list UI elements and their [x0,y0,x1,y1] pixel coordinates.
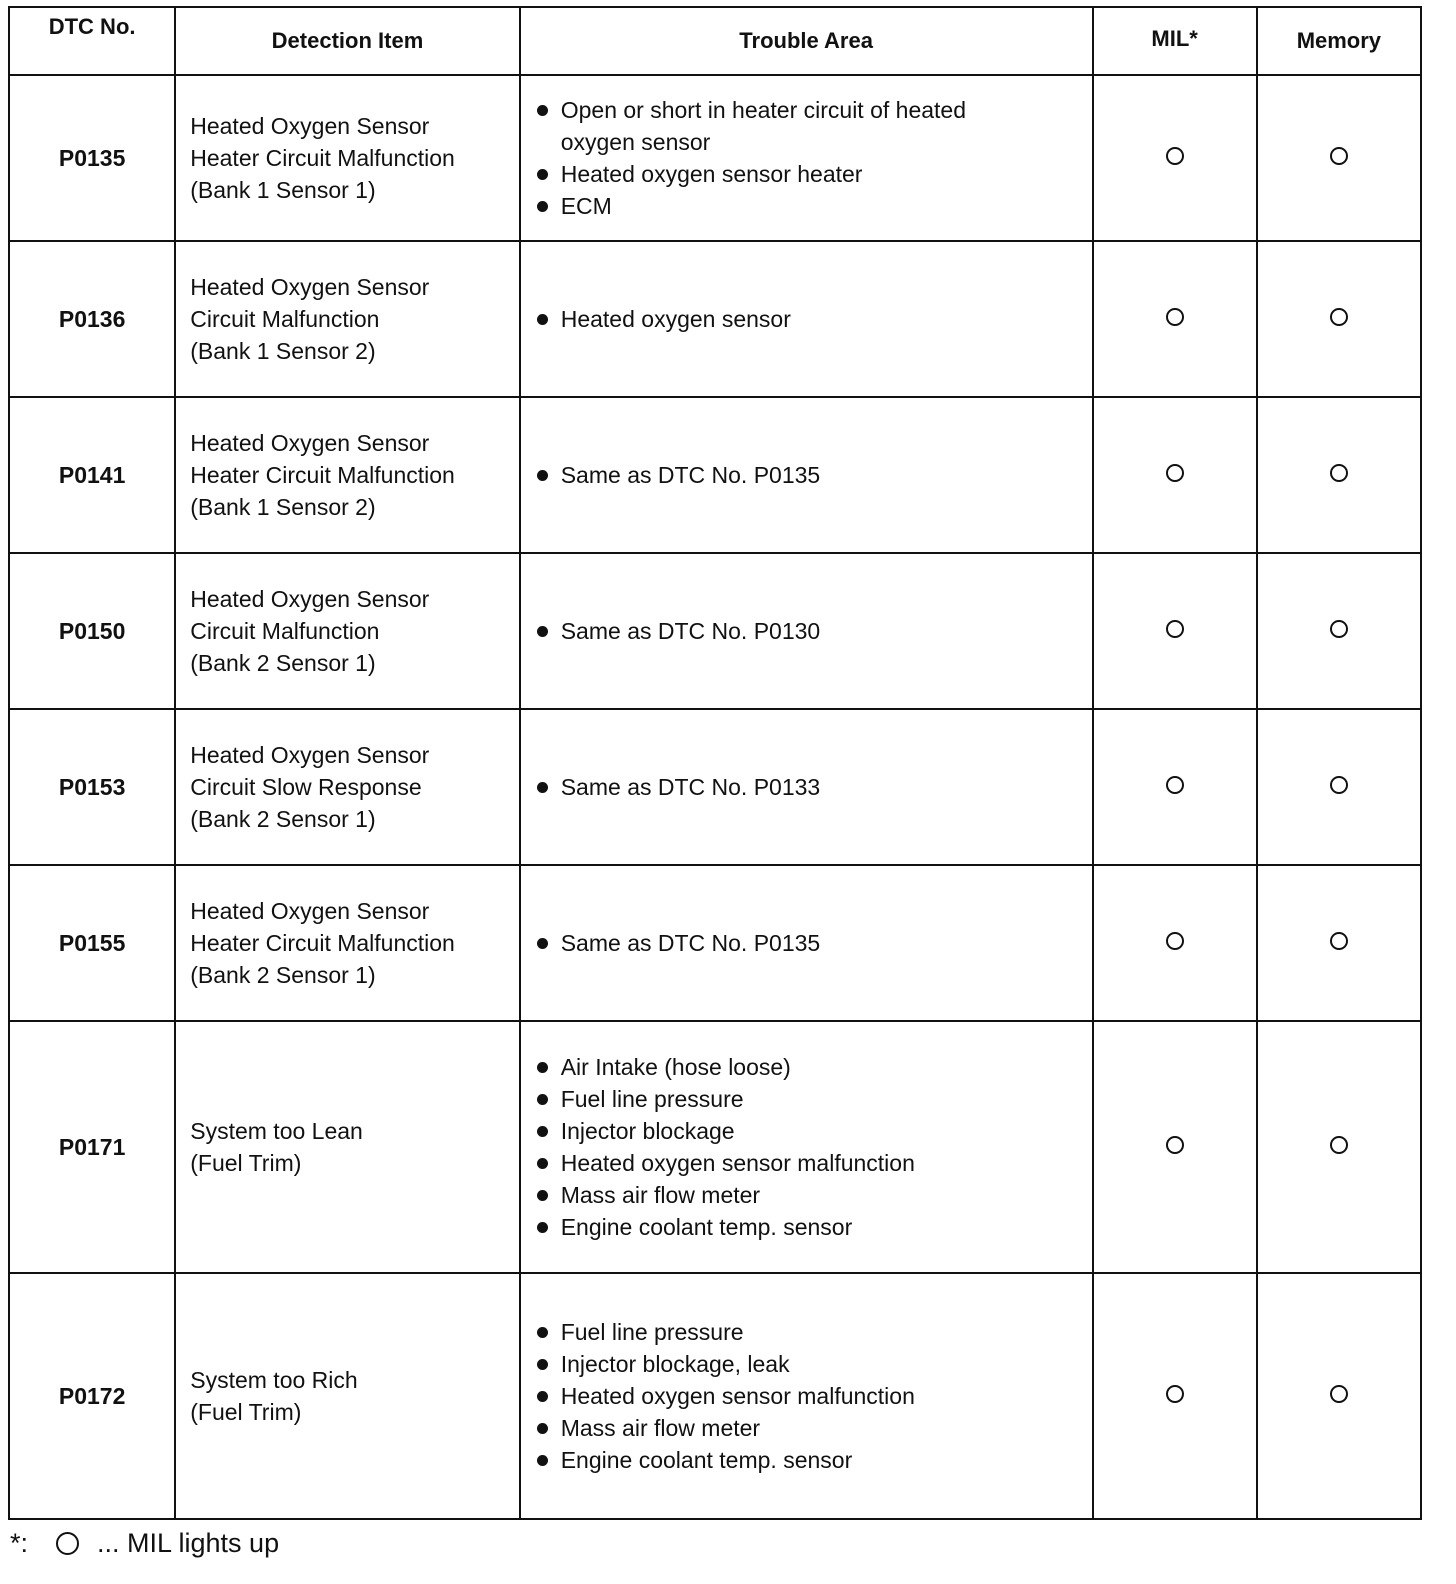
circle-icon [1330,932,1348,950]
header-detection-item: Detection Item [175,7,519,75]
detection-item-cell [175,709,519,865]
memory-cell [1257,1273,1421,1519]
trouble-area-cell [520,553,1093,709]
trouble-area-list [535,94,1092,222]
detection-item-line: Heater Circuit Malfunction [190,145,455,171]
detection-item-line: Heated Oxygen Sensor [190,742,430,768]
dtc-code-cell [9,241,175,397]
trouble-area-item: Injector blockage [535,1115,1092,1147]
circle-icon [56,1532,79,1555]
footnote [10,1528,279,1559]
dtc-code: P0172 [58,1382,126,1409]
dtc-code-cell [9,1021,175,1273]
trouble-area-item: Heated oxygen sensor [535,303,1092,335]
trouble-area-item: Air Intake (hose loose) [535,1051,1092,1083]
table-row [9,397,1421,553]
trouble-area-cell [520,75,1093,241]
circle-icon [1166,147,1184,165]
table-row [9,241,1421,397]
detection-item-cell [175,1021,519,1273]
detection-item-line: (Bank 2 Sensor 1) [190,962,376,988]
circle-icon [1166,620,1184,638]
trouble-area-list [535,303,1092,335]
detection-item-line: (Bank 2 Sensor 1) [190,650,376,676]
header-mil: MIL* [1093,7,1257,75]
dtc-code: P0155 [58,929,126,956]
detection-item-line: Circuit Slow Response [190,774,422,800]
trouble-area-item: Same as DTC No. P0133 [535,771,1092,803]
trouble-area-cell [520,397,1093,553]
dtc-code: P0135 [58,144,126,171]
trouble-area-item: Heated oxygen sensor heater [535,158,1092,190]
trouble-area-item: Engine coolant temp. sensor [535,1211,1092,1243]
table-row [9,1273,1421,1519]
dtc-code-cell [9,397,175,553]
mil-cell [1093,397,1257,553]
detection-item-line: (Bank 1 Sensor 1) [190,177,376,203]
mil-cell [1093,709,1257,865]
footnote-marker: *: [10,1528,29,1558]
table-row [9,709,1421,865]
detection-item-cell [175,75,519,241]
memory-cell [1257,75,1421,241]
trouble-area-list [535,459,1092,491]
detection-item-line: Heater Circuit Malfunction [190,462,455,488]
detection-item-line: Heated Oxygen Sensor [190,430,430,456]
dtc-code-cell [9,865,175,1021]
dtc-code: P0153 [58,773,126,800]
circle-icon [1166,776,1184,794]
table-row [9,865,1421,1021]
trouble-area-item: Injector blockage, leak [535,1348,1092,1380]
table-row [9,1021,1421,1273]
trouble-area-item: Fuel line pressure [535,1316,1092,1348]
trouble-area-cell [520,709,1093,865]
detection-item-cell [175,397,519,553]
trouble-area-item: Mass air flow meter [535,1179,1092,1211]
detection-item-cell [175,553,519,709]
circle-icon [1166,464,1184,482]
trouble-area-cell [520,1021,1093,1273]
trouble-area-list [535,771,1092,803]
table-row [9,553,1421,709]
header-dtc-no: DTC No. [9,7,175,75]
table-header-row [9,7,1421,75]
trouble-area-item: Fuel line pressure [535,1083,1092,1115]
mil-cell [1093,1021,1257,1273]
trouble-area-item: Same as DTC No. P0130 [535,615,1092,647]
mil-cell [1093,241,1257,397]
detection-item-cell [175,241,519,397]
circle-icon [1166,932,1184,950]
dtc-code-cell [9,75,175,241]
detection-item-line: Circuit Malfunction [190,618,380,644]
circle-icon [1330,308,1348,326]
detection-item-line: (Bank 1 Sensor 2) [190,494,376,520]
trouble-area-item: ECM [535,190,1092,222]
dtc-table [8,6,1422,1520]
trouble-area-list [535,1051,1092,1243]
circle-icon [1330,776,1348,794]
trouble-area-item: Heated oxygen sensor malfunction [535,1380,1092,1412]
detection-item-line: Heated Oxygen Sensor [190,898,430,924]
detection-item-line: Heated Oxygen Sensor [190,586,430,612]
detection-item-line: Circuit Malfunction [190,306,380,332]
memory-cell [1257,553,1421,709]
detection-item-line: System too Lean [190,1118,363,1144]
trouble-area-cell [520,241,1093,397]
circle-icon [1166,1385,1184,1403]
dtc-code-cell [9,553,175,709]
mil-cell [1093,865,1257,1021]
trouble-area-item: Same as DTC No. P0135 [535,459,1092,491]
trouble-area-cell [520,865,1093,1021]
dtc-code: P0171 [58,1133,126,1160]
detection-item-line: (Bank 1 Sensor 2) [190,338,376,364]
mil-cell [1093,553,1257,709]
trouble-area-list [535,927,1092,959]
header-trouble-area: Trouble Area [520,7,1093,75]
circle-icon [1330,1136,1348,1154]
dtc-code-cell [9,1273,175,1519]
trouble-area-list [535,615,1092,647]
detection-item-line: (Fuel Trim) [190,1399,302,1425]
detection-item-line: (Bank 2 Sensor 1) [190,806,376,832]
trouble-area-item: Engine coolant temp. sensor [535,1444,1092,1476]
circle-icon [1330,464,1348,482]
dtc-code: P0136 [58,305,126,332]
mil-cell [1093,75,1257,241]
trouble-area-cell [520,1273,1093,1519]
circle-icon [1166,1136,1184,1154]
dtc-code-cell [9,709,175,865]
memory-cell [1257,709,1421,865]
detection-item-line: (Fuel Trim) [190,1150,302,1176]
mil-cell [1093,1273,1257,1519]
footnote-text: ... MIL lights up [97,1528,280,1558]
memory-cell [1257,1021,1421,1273]
memory-cell [1257,241,1421,397]
detection-item-line: Heated Oxygen Sensor [190,113,430,139]
trouble-area-item: Mass air flow meter [535,1412,1092,1444]
memory-cell [1257,865,1421,1021]
circle-icon [1330,1385,1348,1403]
circle-icon [1166,308,1184,326]
detection-item-cell [175,1273,519,1519]
trouble-area-item: Open or short in heater circuit of heated oxygen sensor [535,94,1031,158]
trouble-area-item: Same as DTC No. P0135 [535,927,1092,959]
header-memory: Memory [1257,7,1421,75]
circle-icon [1330,147,1348,165]
dtc-code: P0141 [58,461,126,488]
detection-item-line: Heated Oxygen Sensor [190,274,430,300]
trouble-area-item: Heated oxygen sensor malfunction [535,1147,1092,1179]
detection-item-line: System too Rich [190,1367,358,1393]
detection-item-line: Heater Circuit Malfunction [190,930,455,956]
table-body [9,75,1421,1519]
table-row [9,75,1421,241]
memory-cell [1257,397,1421,553]
trouble-area-list [535,1316,1092,1476]
dtc-code: P0150 [58,617,126,644]
circle-icon [1330,620,1348,638]
detection-item-cell [175,865,519,1021]
